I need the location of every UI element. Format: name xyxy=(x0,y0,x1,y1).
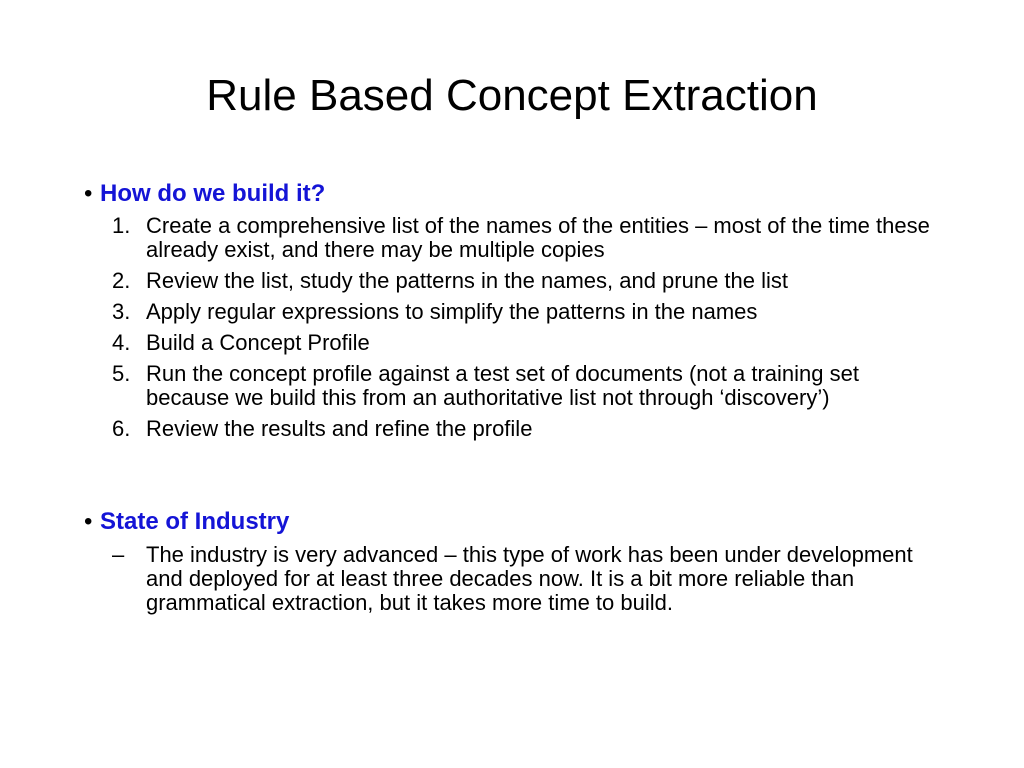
section-heading-industry xyxy=(84,508,964,536)
list-item xyxy=(112,269,942,293)
list-item xyxy=(112,362,942,410)
list-number: 1. xyxy=(112,213,131,238)
list-item-text: Review the list, study the patterns in the names, and prune the list xyxy=(146,268,789,293)
list-item xyxy=(112,543,942,615)
list-dash: – xyxy=(112,542,125,567)
list-item xyxy=(112,417,942,441)
list-item-text: The industry is very advanced – this type of work has been under development and deployed for at least three decades now. It is a bit more reliable than grammatical extraction, but it takes more time to build. xyxy=(146,542,913,615)
list-number: 4. xyxy=(112,330,131,355)
list-item-text: Review the results and refine the profile xyxy=(146,416,533,441)
list-number: 2. xyxy=(112,268,131,293)
list-item xyxy=(112,331,942,355)
list-item xyxy=(112,214,942,262)
list-item-text: Run the concept profile against a test set of documents (not a training set because we build this from an authoritative list not through ‘discovery’) xyxy=(146,361,859,410)
list-number: 3. xyxy=(112,299,131,324)
list-item-text: Apply regular expressions to simplify the patterns in the names xyxy=(146,299,758,324)
list-number: 6. xyxy=(112,416,131,441)
list-number: 5. xyxy=(112,361,131,386)
section-heading-text: State of Industry xyxy=(100,508,290,535)
list-item-text: Build a Concept Profile xyxy=(146,330,370,355)
bullet-dot: • xyxy=(84,180,93,207)
section-heading-text: How do we build it? xyxy=(100,180,326,207)
bullet-dot: • xyxy=(84,508,93,535)
list-item xyxy=(112,300,942,324)
industry-notes-list xyxy=(112,543,942,622)
build-steps-list xyxy=(112,214,942,448)
slide-title: Rule Based Concept Extraction xyxy=(206,71,818,120)
section-heading-build xyxy=(84,180,964,208)
list-item-text: Create a comprehensive list of the names of the entities – most of the time these already exist, and there may be multiple copies xyxy=(146,213,930,262)
